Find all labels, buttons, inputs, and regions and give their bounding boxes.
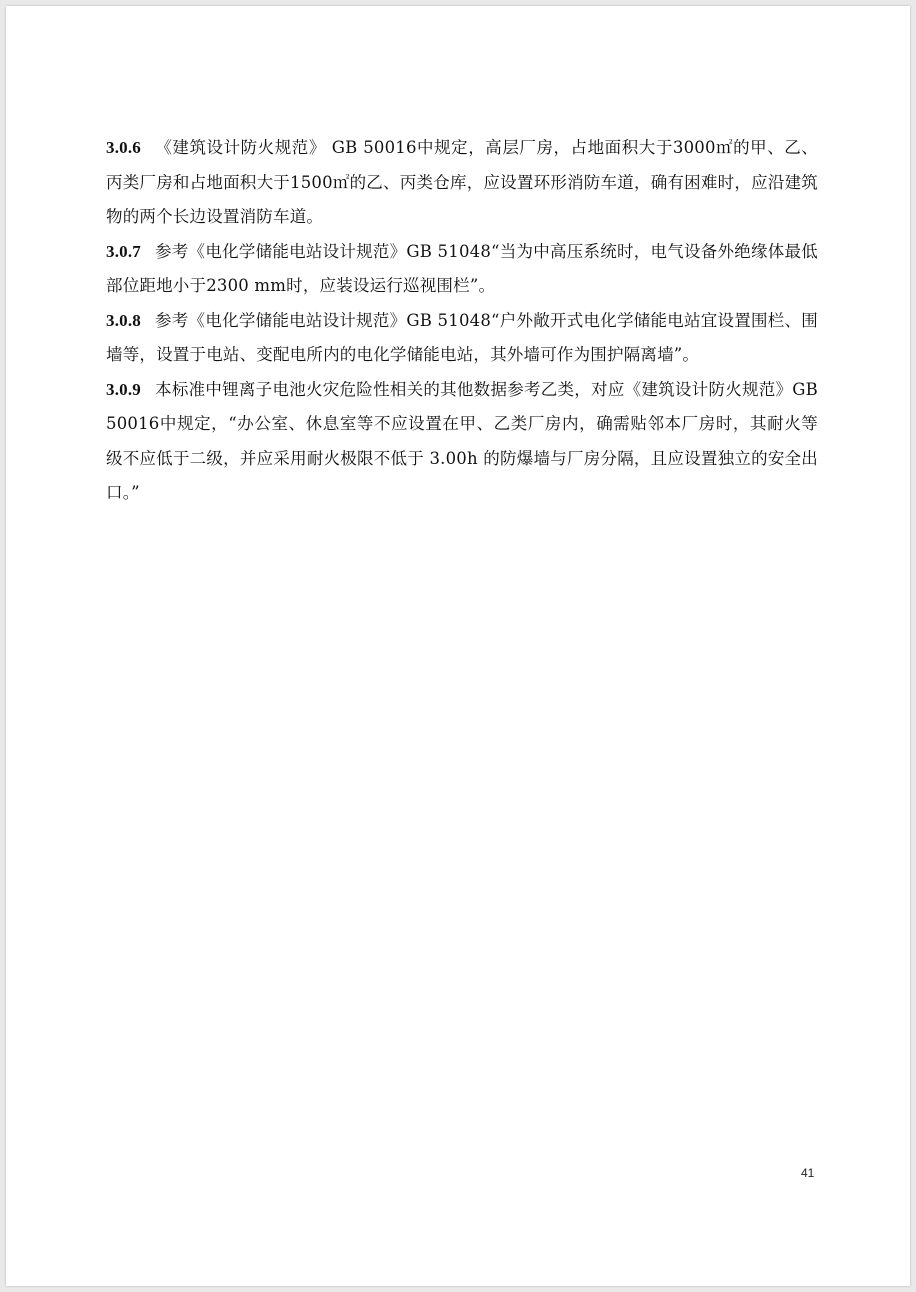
clause-3-0-6	[106, 131, 818, 235]
page-body	[106, 131, 818, 511]
clause-3-0-8	[106, 304, 818, 373]
clause-3-0-7	[106, 235, 818, 304]
clause-text: 参考《电化学储能电站设计规范》GB 51048“户外敞开式电化学储能电站宜设置围栏、围墙等，设置于电站、变配电所内的电化学储能电站，其外墙可作为围护隔离墙”。	[106, 310, 818, 364]
clause-3-0-9	[106, 373, 818, 511]
clause-number: 3.0.7	[106, 241, 141, 261]
clause-text: 参考《电化学储能电站设计规范》GB 51048“当为中高压系统时，电气设备外绝缘体最低部位距地小于2300 mm时，应装设运行巡视围栏”。	[106, 241, 818, 295]
clause-number: 3.0.8	[106, 310, 141, 330]
page-number: 41	[801, 1166, 815, 1180]
clause-text: 本标准中锂离子电池火灾危险性相关的其他数据参考乙类，对应《建筑设计防火规范》GB 50016中规定，“办公室、休息室等不应设置在甲、乙类厂房内，确需贴邻本厂房时，其耐火等级不应低于二级，并应采用耐火极限不低于 3.00h 的防爆墙与厂房分隔，且应设置独立的安全出口。”	[106, 379, 818, 502]
clause-text: 《建筑设计防火规范》 GB 50016中规定，高层厂房，占地面积大于3000㎡的甲、乙、丙类厂房和占地面积大于1500㎡的乙、丙类仓库，应设置环形消防车道，确有困难时，应沿建筑物的两个长边设置消防车道。	[106, 138, 818, 226]
clause-number: 3.0.9	[106, 379, 141, 399]
document-page	[6, 6, 910, 1286]
clause-number: 3.0.6	[106, 138, 141, 157]
